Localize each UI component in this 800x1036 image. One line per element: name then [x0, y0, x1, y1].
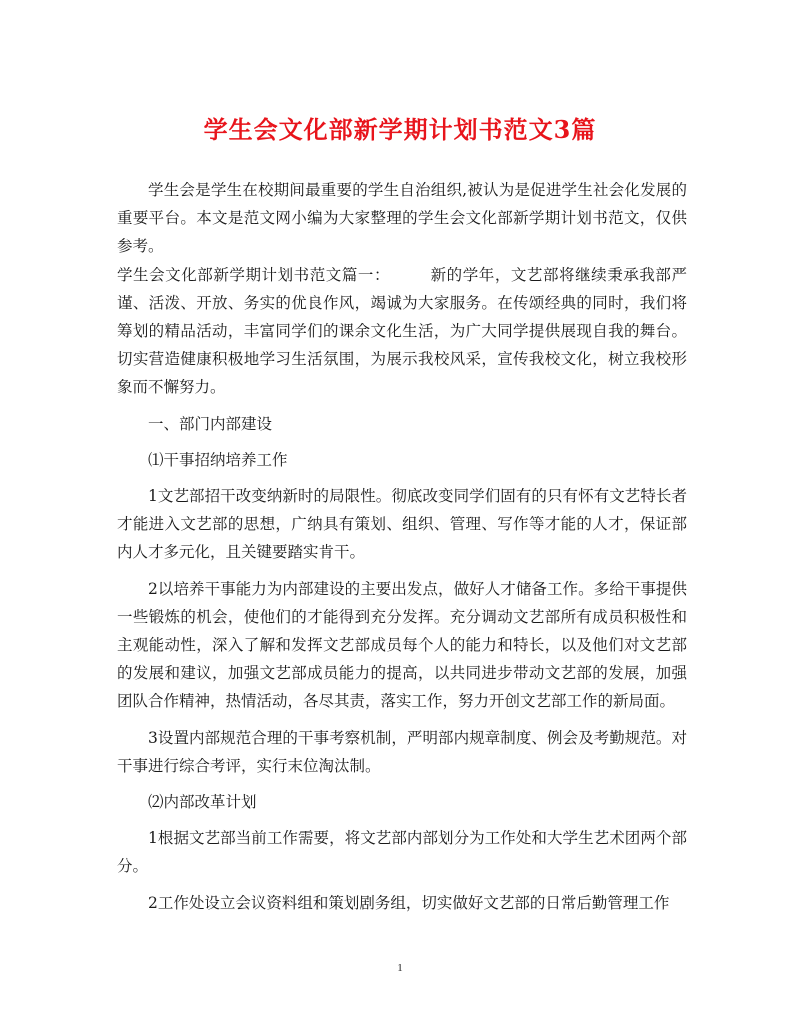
list-item-1-2: 2以培养干事能力为内部建设的主要出发点，做好人才储备工作。多给干事提供一些锻炼的机会，使他们的才能得到充分发挥。充分调动文艺部所有成员积极性和主观能动性，深入了解和发挥文艺部成员每个人的能力和特长，以及他们对文艺部的发展和建议，加强文艺部成员能力的提高，以共同进步带动文艺部的发展，加强团队合作精神，热情活动，各尽其责，落实工作，努力开创文艺部工作的新局面。: [117, 579, 687, 711]
document-title: 学生会文化部新学期计划书范文3篇: [203, 115, 597, 144]
essay-opening: 新的学年，文艺部将继续秉承我部严谨、活泼、开放、务实的优良作风，竭诚为大家服务。在传颂经典的同时，我们将筹划的精品活动，丰富同学们的课余文化生活，为广大同学提供展现自我的舞台。切实营造健康积极地学习生活氛围，为展示我校风采，宣传我校文化，树立我校形象而不懈努力。: [117, 265, 687, 397]
essay-label: 学生会文化部新学期计划书范文篇一：: [117, 265, 391, 284]
subsection-heading-1: ⑴干事招纳培养工作: [148, 450, 288, 469]
intro-paragraph: 学生会是学生在校期间最重要的学生自治组织,被认为是促进学生社会化发展的重要平台。本文是范文网小编为大家整理的学生会文化部新学期计划书范文，仅供参考。: [117, 181, 687, 256]
list-item-1-3: 3设置内部规范合理的干事考察机制，严明部内规章制度、例会及考勤规范。对干事进行综合考评，实行末位淘汰制。: [117, 728, 687, 775]
list-item-1-1: 1文艺部招干改变纳新时的局限性。彻底改变同学们固有的只有怀有文艺特长者才能进入文艺部的思想，广纳具有策划、组织、管理、写作等才能的人才，保证部内人才多元化，且关键要踏实肯干。: [117, 487, 687, 562]
section-heading-1: 一、部门内部建设: [148, 414, 273, 433]
list-item-2-1: 1根据文艺部当前工作需要，将文艺部内部划分为工作处和大学生艺术团两个部分。: [117, 829, 687, 876]
subsection-heading-2: ⑵内部改革计划: [148, 793, 257, 812]
list-item-2-2: 2工作处设立会议资料组和策划剧务组，切实做好文艺部的日常后勤管理工作: [148, 893, 670, 912]
page-number: 1: [397, 962, 403, 974]
essay-first-paragraph: [117, 261, 687, 402]
document-body: [117, 176, 687, 917]
